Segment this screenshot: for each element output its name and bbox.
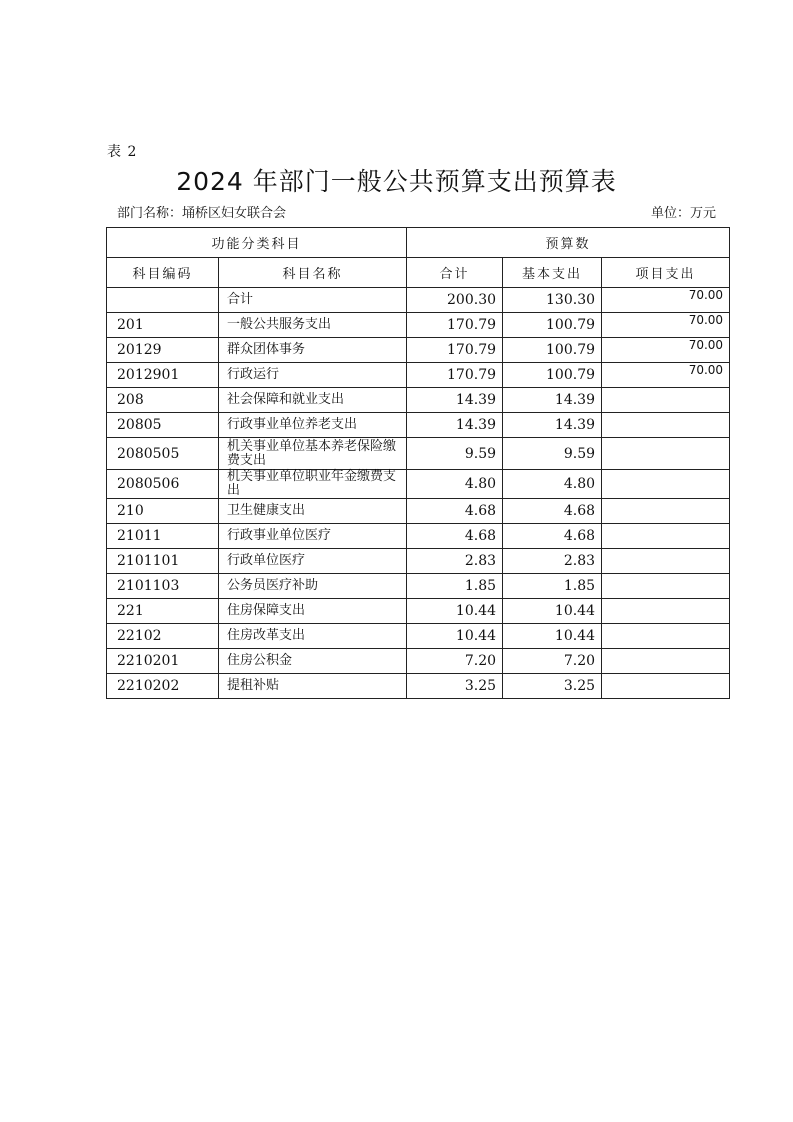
cell-project: [602, 599, 730, 624]
table-row: [107, 674, 730, 699]
cell-project: [602, 438, 730, 470]
cell-code: 21011: [107, 524, 219, 549]
table-row: [107, 438, 730, 470]
cell-name: 机关事业单位职业年金缴费支出: [219, 470, 407, 499]
cell-basic: 3.25: [503, 674, 602, 699]
header-name: 科目名称: [219, 258, 407, 288]
table-row: [107, 388, 730, 413]
cell-code: 2080506: [107, 470, 219, 499]
cell-project: [602, 413, 730, 438]
cell-basic: 100.79: [503, 313, 602, 338]
cell-name: 行政事业单位养老支出: [219, 413, 407, 438]
cell-basic: 14.39: [503, 388, 602, 413]
cell-project: [602, 624, 730, 649]
cell-code: 2210202: [107, 674, 219, 699]
header-budget-amount: 预算数: [407, 228, 730, 258]
cell-basic: 14.39: [503, 413, 602, 438]
table-row: [107, 649, 730, 674]
cell-code: 2012901: [107, 363, 219, 388]
cell-project: 70.00: [602, 338, 730, 363]
cell-basic: 7.20: [503, 649, 602, 674]
cell-total: 4.80: [407, 470, 503, 499]
cell-basic: 100.79: [503, 363, 602, 388]
cell-name: 提租补贴: [219, 674, 407, 699]
budget-table: [106, 227, 730, 699]
cell-code: 2101101: [107, 549, 219, 574]
table-row: [107, 363, 730, 388]
unit-label: 单位：万元: [651, 206, 717, 221]
cell-code: 22102: [107, 624, 219, 649]
cell-total: 170.79: [407, 338, 503, 363]
cell-project: [602, 674, 730, 699]
cell-code: 2101103: [107, 574, 219, 599]
cell-project: 70.00: [602, 288, 730, 313]
table-row: [107, 499, 730, 524]
cell-name: 合计: [219, 288, 407, 313]
cell-total: 170.79: [407, 313, 503, 338]
header-code: 科目编码: [107, 258, 219, 288]
cell-code: 20805: [107, 413, 219, 438]
cell-total: 170.79: [407, 363, 503, 388]
cell-basic: 10.44: [503, 599, 602, 624]
cell-total: 4.68: [407, 524, 503, 549]
table-row: [107, 624, 730, 649]
cell-name: 行政运行: [219, 363, 407, 388]
cell-total: 7.20: [407, 649, 503, 674]
cell-total: 14.39: [407, 413, 503, 438]
cell-name: 社会保障和就业支出: [219, 388, 407, 413]
cell-name: 公务员医疗补助: [219, 574, 407, 599]
table-row: [107, 288, 730, 313]
cell-name: 住房公积金: [219, 649, 407, 674]
cell-total: 3.25: [407, 674, 503, 699]
cell-code: 2210201: [107, 649, 219, 674]
page-title: 2024 年部门一般公共预算支出预算表: [176, 167, 617, 196]
cell-basic: 1.85: [503, 574, 602, 599]
cell-project: [602, 574, 730, 599]
cell-project: [602, 549, 730, 574]
header-function-classification: 功能分类科目: [107, 228, 407, 258]
cell-code: 201: [107, 313, 219, 338]
cell-basic: 4.80: [503, 470, 602, 499]
cell-basic: 4.68: [503, 524, 602, 549]
table-row: [107, 524, 730, 549]
cell-project: 70.00: [602, 363, 730, 388]
cell-total: 1.85: [407, 574, 503, 599]
cell-project: [602, 524, 730, 549]
cell-basic: 4.68: [503, 499, 602, 524]
cell-total: 10.44: [407, 624, 503, 649]
cell-code: 20129: [107, 338, 219, 363]
cell-total: 4.68: [407, 499, 503, 524]
cell-basic: 9.59: [503, 438, 602, 470]
cell-code: [107, 288, 219, 313]
cell-basic: 100.79: [503, 338, 602, 363]
table-row: [107, 599, 730, 624]
table-row: [107, 338, 730, 363]
header-total: 合计: [407, 258, 503, 288]
cell-total: 14.39: [407, 388, 503, 413]
cell-project: 70.00: [602, 313, 730, 338]
cell-code: 208: [107, 388, 219, 413]
header-row-columns: [107, 258, 730, 288]
table-row: [107, 313, 730, 338]
cell-name: 行政事业单位医疗: [219, 524, 407, 549]
cell-name: 住房改革支出: [219, 624, 407, 649]
cell-name: 卫生健康支出: [219, 499, 407, 524]
cell-name: 一般公共服务支出: [219, 313, 407, 338]
header-row-group: [107, 228, 730, 258]
cell-name: 群众团体事务: [219, 338, 407, 363]
cell-basic: 130.30: [503, 288, 602, 313]
cell-total: 10.44: [407, 599, 503, 624]
table-row: [107, 470, 730, 499]
cell-project: [602, 470, 730, 499]
cell-project: [602, 388, 730, 413]
cell-project: [602, 649, 730, 674]
table-row: [107, 549, 730, 574]
cell-code: 221: [107, 599, 219, 624]
cell-name: 行政单位医疗: [219, 549, 407, 574]
cell-total: 2.83: [407, 549, 503, 574]
cell-basic: 10.44: [503, 624, 602, 649]
cell-total: 9.59: [407, 438, 503, 470]
table-row: [107, 413, 730, 438]
cell-basic: 2.83: [503, 549, 602, 574]
cell-total: 200.30: [407, 288, 503, 313]
table-row: [107, 574, 730, 599]
cell-code: 2080505: [107, 438, 219, 470]
header-project: 项目支出: [602, 258, 730, 288]
cell-name: 机关事业单位基本养老保险缴费支出: [219, 438, 407, 470]
cell-project: [602, 499, 730, 524]
header-basic: 基本支出: [503, 258, 602, 288]
department-name: 部门名称：埇桥区妇女联合会: [117, 206, 287, 221]
cell-name: 住房保障支出: [219, 599, 407, 624]
cell-code: 210: [107, 499, 219, 524]
table-label: 表 2: [107, 144, 138, 160]
